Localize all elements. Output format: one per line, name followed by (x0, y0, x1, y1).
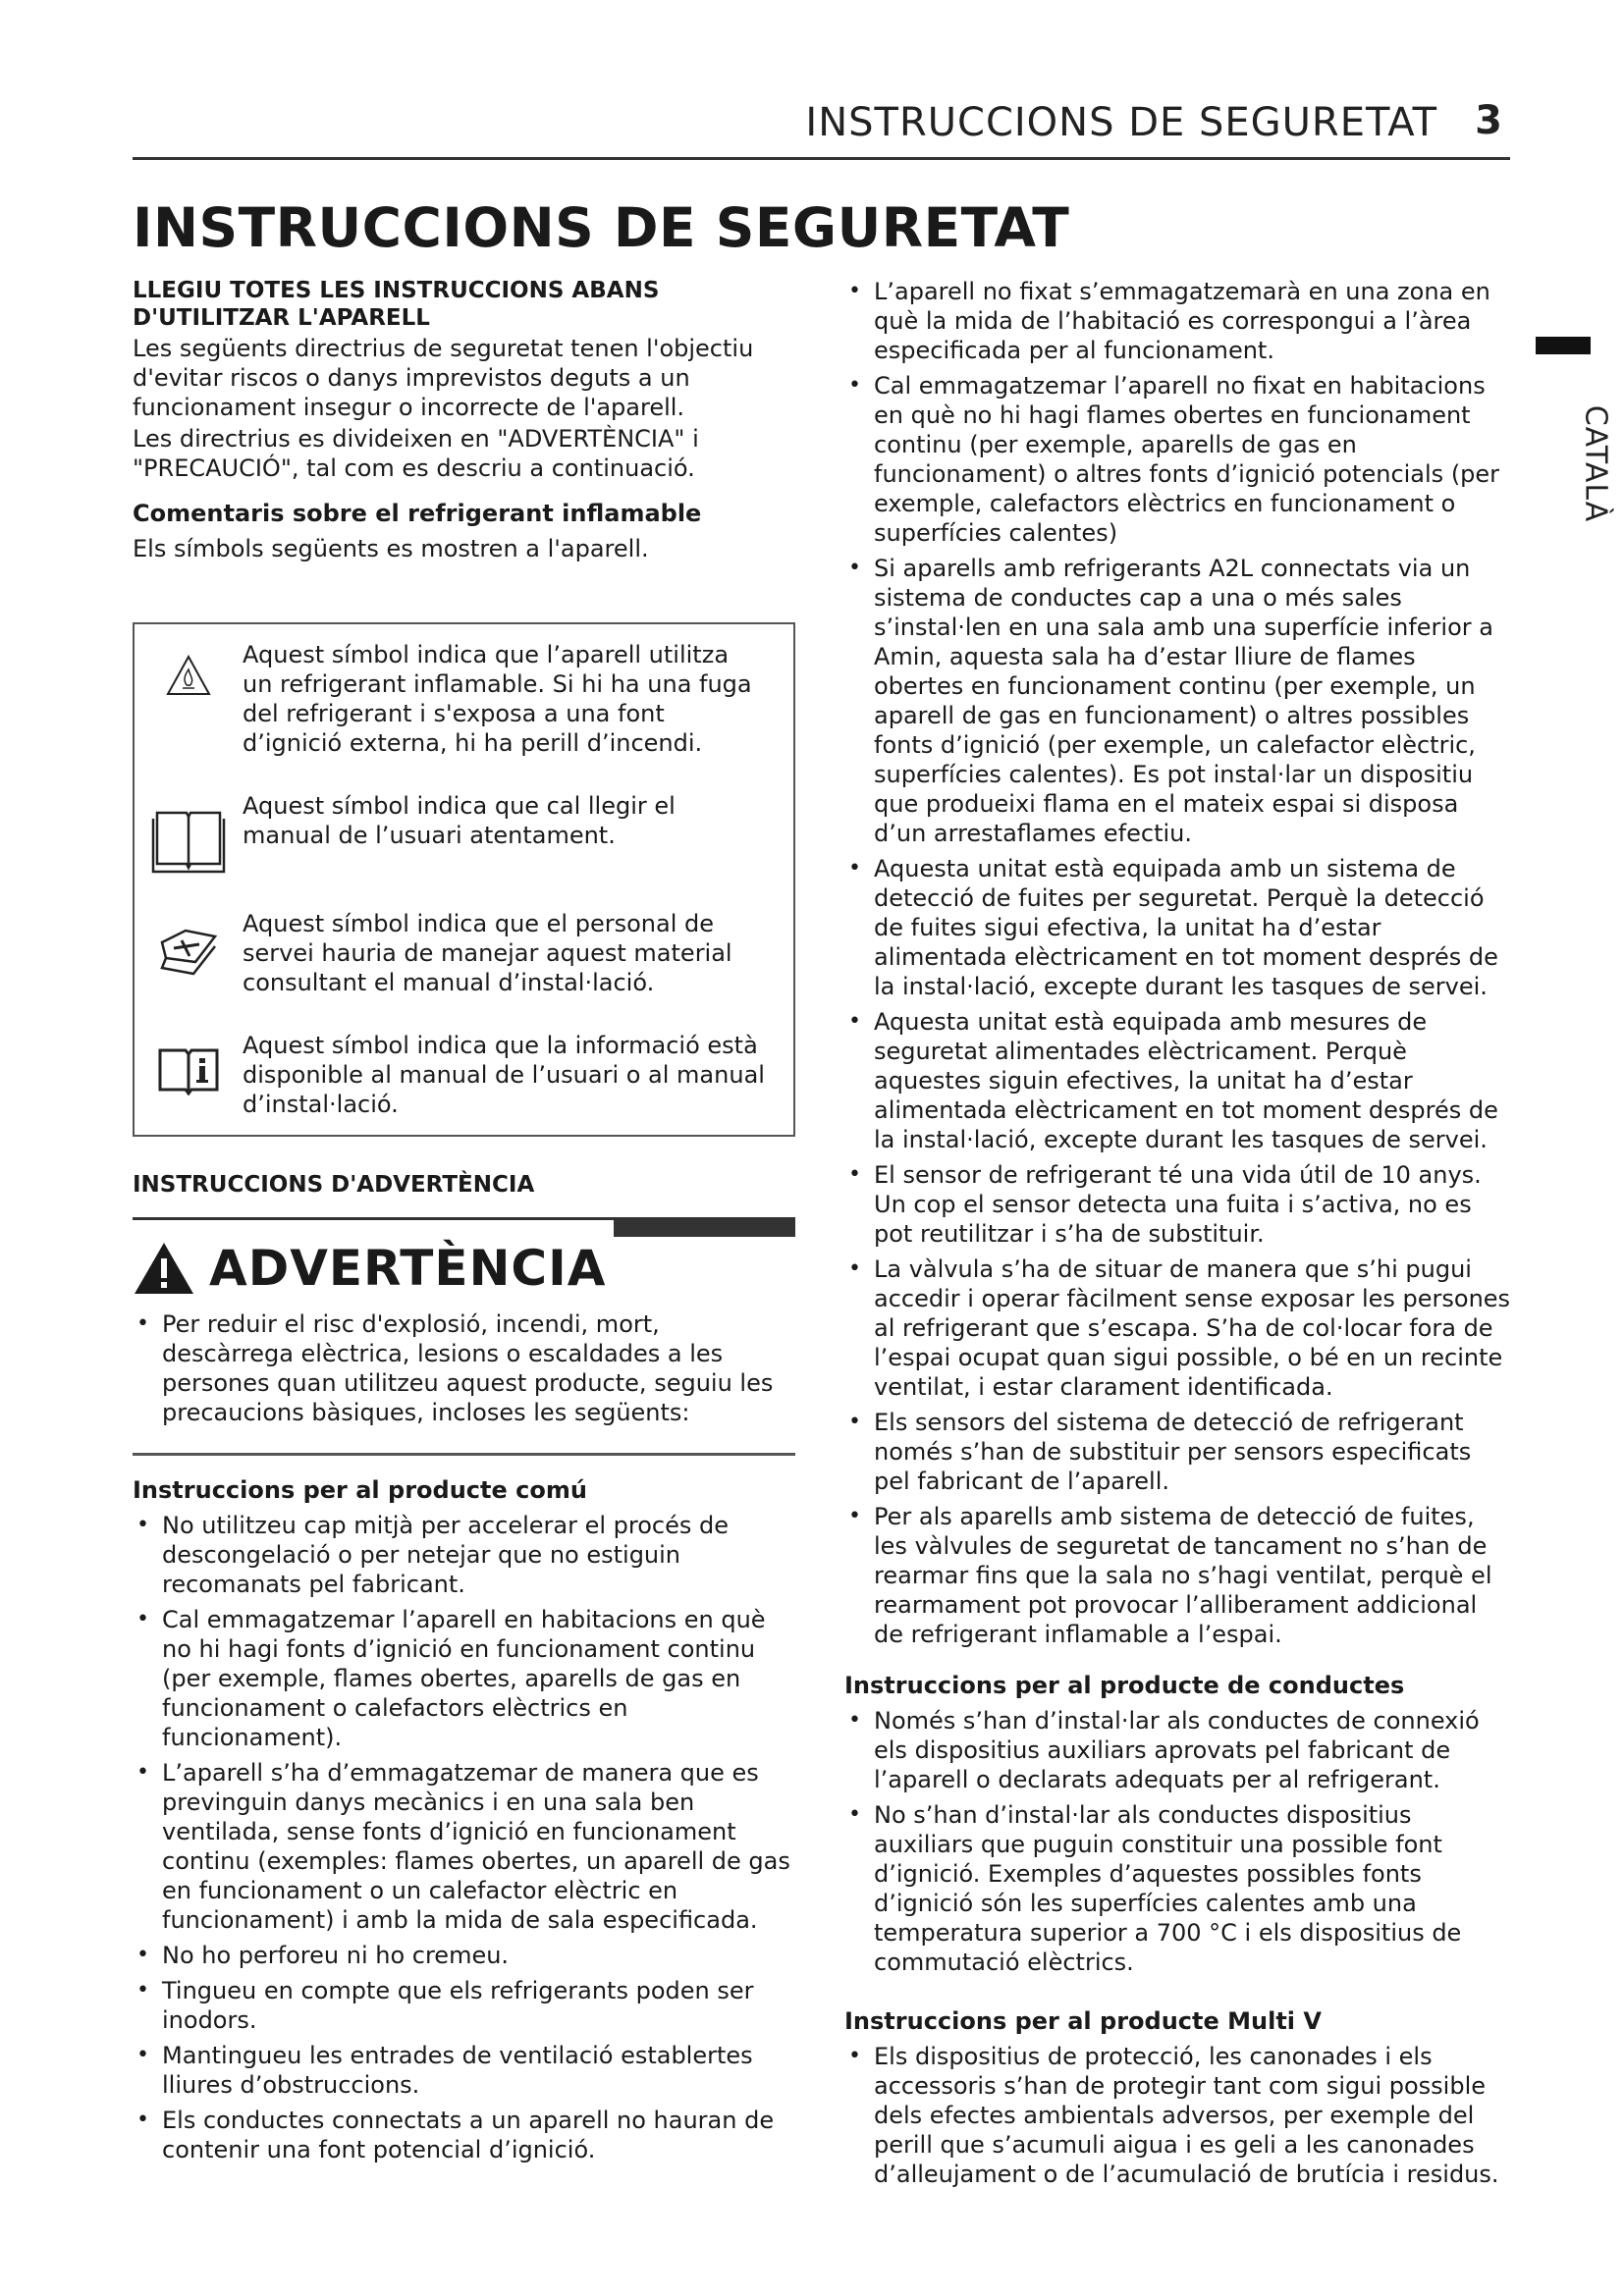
symbol-text: Aquest símbol indica que l’aparell utilitza un refrigerant inflamable. Si hi ha una fuga del refrigerant i s'exposa a una font d’ignició externa, hi ha perill d’incendi. (243, 641, 752, 757)
symbol-row (135, 640, 793, 758)
list-item: • La vàlvula s’ha de situar de manera que s’hi pugui accedir i operar fàcilment sense exposar les persones al refrigerant que s’escapa. S’ha de col·locar fora de l’espai ocupat quan sigui possible, o bé en un recinte ventilat, i estar clarament identificada. (844, 1255, 1512, 1402)
ducted-product-list (844, 1706, 1512, 1977)
intro-heading: LLEGIU TOTES LES INSTRUCCIONS ABANS D'UTILITZAR L'APARELL (133, 278, 660, 331)
list-item: • Per als aparells amb sistema de detecció de fuites, les vàlvules de seguretat de tancament no s’han de rearmar fins que la sala no s’hagi ventilat, perquè el rearmament pot provocar l’alliberament addicional de refrigerant inflamable a l’espai. (844, 1502, 1512, 1649)
section-divider (133, 1453, 795, 1456)
left-column (133, 277, 795, 2170)
list-item: • Cal emmagatzemar l’aparell en habitacions en què no hi hagi fonts d’ignició en funcionament continu (per exemple, flames obertes, aparells de gas en funcionament o calefactors elèctrics en funcionament). (133, 1605, 795, 1752)
symbol-row (135, 1031, 793, 1119)
intro-paragraph-1: Les següents directrius de seguretat tenen l'objectiu d'evitar riscos o danys imprevistos deguts a un funcionament insegur o incorrecte de l'aparell. (133, 335, 754, 421)
intro-paragraph-3: Els símbols següents es mostren a l'aparell. (133, 535, 649, 562)
symbol-row (135, 791, 793, 876)
list-item: • Els sensors del sistema de detecció de refrigerant només s’han de substituir per sensors especificats pel fabricant de l’aparell. (844, 1408, 1512, 1496)
warning-banner-text: ADVERTÈNCIA (209, 1240, 607, 1297)
list-item: • No utilitzeu cap mitjà per accelerar el procés de descongelació o per netejar que no estiguin recomanats pel fabricant. (133, 1511, 795, 1599)
warning-rule (133, 1217, 795, 1239)
right-column (844, 277, 1512, 2195)
ducted-product-heading: Instruccions per al producte de conductes (844, 1672, 1405, 1699)
language-tab-marker (1536, 337, 1591, 354)
list-item: • Tingueu en compte que els refrigerants poden ser inodors. (133, 1976, 795, 2035)
general-list (844, 277, 1512, 1649)
list-item: • Només s’han d’instal·lar als conductes de connexió els dispositius auxiliars aprovats pel fabricant de l’aparell o declarats adequats per al refrigerant. (844, 1706, 1512, 1794)
list-item: • Si aparells amb refrigerants A2L connectats via un sistema de conductes cap a una o més sales s’instal·len en una sala amb una superfície inferior a Amin, aquesta sala ha d’estar lliure de flames obertes en funcionament continu (per exemple, un aparell de gas en funcionament) o altres possibles fonts d’ignició (per exemple, un calefactor elèctric, superfícies calentes). Es pot instal·lar un dispositiu que produeixi flama en el mateix espai si disposa d’un arrestaflames efectiu. (844, 554, 1512, 848)
symbol-text: Aquest símbol indica que cal llegir el manual de l’usuari atentament. (243, 792, 676, 849)
common-product-heading: Instruccions per al producte comú (133, 1476, 587, 1504)
page-title: INSTRUCCIONS DE SEGURETAT (133, 196, 1070, 259)
language-label: CATALÀ (1578, 404, 1613, 523)
list-item: • No ho perforeu ni ho cremeu. (133, 1941, 795, 1970)
header-divider (133, 157, 1510, 160)
list-item: • El sensor de refrigerant té una vida útil de 10 anys. Un cop el sensor detecta una fuita i s’activa, no es pot reutilitzar i s’ha de substituir. (844, 1160, 1512, 1249)
list-item: • L’aparell no fixat s’emmagatzemarà en una zona en què la mida de l’habitació es correspongui a l’àrea especificada per al funcionament. (844, 277, 1512, 365)
list-item: • Els dispositius de protecció, les canonades i els accessoris s’han de protegir tant com sigui possible dels efectes ambientals adversos, per exemple del perill que s’acumuli aigua i es geli a les canonades d’alleujament o de l’acumulació de brutícia i residus. (844, 2042, 1512, 2189)
list-item: • Els conductes connectats a un aparell no hauran de contenir una font potencial d’ignició. (133, 2106, 795, 2164)
multiv-product-list (844, 2042, 1512, 2189)
read-manual-icon (135, 791, 243, 876)
refrigerant-subheading: Comentaris sobre el refrigerant inflamable (133, 500, 702, 527)
symbol-text: Aquest símbol indica que la informació està disponible al manual de l’usuari o al manual d’instal·lació. (243, 1032, 765, 1118)
list-item: • Aquesta unitat està equipada amb un sistema de detecció de fuites per seguretat. Perquè la detecció de fuites sigui efectiva, la unitat ha d’estar alimentada elèctricament en tot moment després de la instal·lació, excepte durant les tasques de servei. (844, 854, 1512, 1001)
symbols-box (133, 622, 795, 1137)
common-product-list (133, 1511, 795, 2164)
intro-paragraph-2: Les directrius es divideixen en "ADVERTÈNCIA" i "PRECAUCIÓ", tal com es descriu a continuació. (133, 425, 699, 482)
warning-intro-list (133, 1309, 795, 1427)
flammable-warning-icon (135, 640, 243, 697)
header-section-title: INSTRUCCIONS DE SEGURETAT (805, 100, 1437, 145)
warning-triangle-icon (133, 1241, 195, 1296)
list-item: • Aquesta unitat està equipada amb mesures de seguretat alimentades elèctricament. Perquè aquestes siguin efectives, la unitat ha d’estar alimentada elèctricament en tot moment després de la instal·lació, excepte durant les tasques de servei. (844, 1007, 1512, 1154)
list-item: • Cal emmagatzemar l’aparell no fixat en habitacions en què no hi hagi flames obertes en funcionament continu (per exemple, aparells de gas en funcionament) o altres fonts d’ignició potencials (per exemple, calefactors elèctrics en funcionament o superfícies calentes) (844, 371, 1512, 548)
page-number: 3 (1475, 98, 1502, 143)
info-manual-icon (135, 1031, 243, 1095)
list-item: • Per reduir el risc d'explosió, incendi, mort, descàrrega elèctrica, lesions o escaldades a les persones quan utilitzeu aquest producte, seguiu les precaucions bàsiques, incloses les següents: (133, 1309, 795, 1427)
list-item: • No s’han d’instal·lar als conductes dispositius auxiliars que puguin constituir una possible font d’ignició. Exemples d’aquestes possibles fonts d’ignició són les superfícies calentes amb una temperatura superior a 700 °C i els dispositius de commutació elèctrics. (844, 1800, 1512, 1977)
list-item: • Mantingueu les entrades de ventilació establertes lliures d’obstruccions. (133, 2041, 795, 2100)
warning-instructions-heading: INSTRUCCIONS D'ADVERTÈNCIA (133, 1172, 535, 1198)
multiv-product-heading: Instruccions per al producte Multi V (844, 2007, 1322, 2035)
warning-banner (133, 1241, 795, 1296)
service-manual-icon (135, 909, 243, 978)
symbol-text: Aquest símbol indica que el personal de servei hauria de manejar aquest material consultant el manual d’instal·lació. (243, 910, 732, 996)
list-item: • L’aparell s’ha d’emmagatzemar de manera que es previnguin danys mecànics i en una sala ben ventilada, sense fonts d’ignició en funcionament continu (exemples: flames obertes, un aparell de gas en funcionament o un calefactor elèctric en funcionament) i amb la mida de sala especificada. (133, 1758, 795, 1935)
symbol-row (135, 909, 793, 997)
